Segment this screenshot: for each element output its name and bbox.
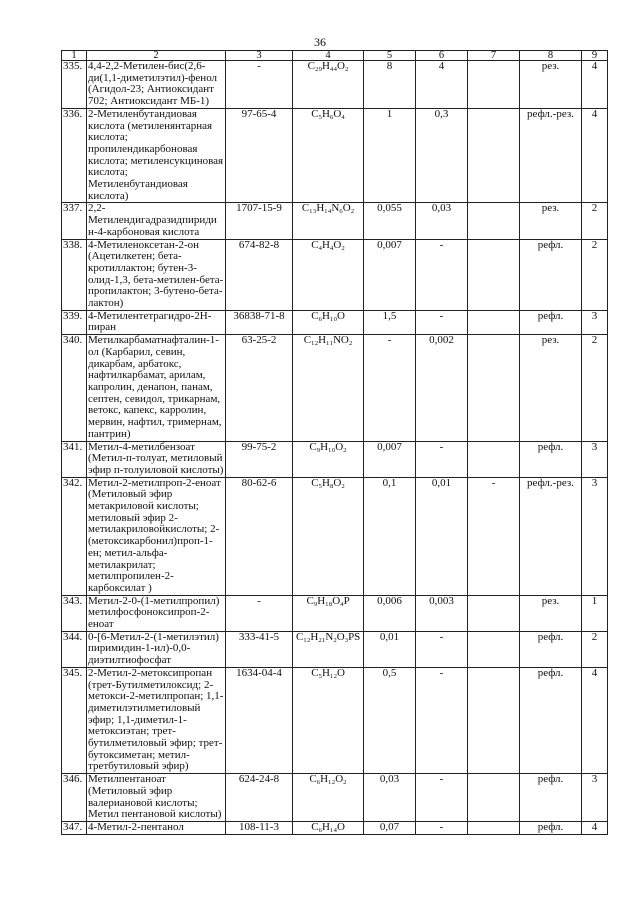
column-8-value: рефл. [520,441,582,477]
column-8-value: рефл. [520,310,582,334]
column-9-value: 4 [582,667,608,773]
column-6-value: - [416,441,468,477]
column-5-value: 0,007 [364,239,416,310]
column-9-value: 3 [582,310,608,334]
column-9-value: 2 [582,335,608,441]
substance-name: Метилкарбаматнафталин-1-ол (Карбарил, севин, дикарбам, арбатокс, нафтилкарбамат, арилам, капролин, денапон, панам, септен, севидол, трикарнам, ветокс, капекс, карролин, мервин, нафтил, тримернам, пантрин) [87,335,226,441]
column-7-value [468,310,520,334]
row-number: 344. [62,631,87,667]
substance-name: 4-Метиленоксетан-2-он (Ацетилкетен; бета-кротиллактон; бутен-3-олид-1,3, бета-метилен-бета-пропилактон; 3-бутено-бета-лактон) [87,239,226,310]
table-row [62,108,608,203]
chemical-formula: C₄H₄O₂ [293,239,364,310]
column-5-value: 0,5 [364,667,416,773]
column-9-value: 1 [582,595,608,631]
column-5-value: 0,006 [364,595,416,631]
column-6-value: 0,01 [416,477,468,595]
header-row [62,51,608,61]
column-6-value: 0,3 [416,108,468,203]
table-row [62,441,608,477]
column-6-value: - [416,239,468,310]
column-8-value: рефл. [520,774,582,822]
table-row [62,631,608,667]
column-7-value [468,774,520,822]
cas-number: 99-75-2 [226,441,293,477]
cas-number: 624-24-8 [226,774,293,822]
col-header-1: 1 [62,51,87,61]
column-6-value: - [416,774,468,822]
table-row [62,822,608,835]
substance-name: 4-Метилентетрагидро-2Н-пиран [87,310,226,334]
column-5-value: - [364,335,416,441]
col-header-3: 3 [226,51,293,61]
column-8-value: рефл. [520,631,582,667]
column-7-value [468,631,520,667]
column-8-value: рез. [520,595,582,631]
column-6-value: 0,03 [416,203,468,239]
substances-table [61,50,608,835]
column-5-value: 8 [364,61,416,109]
column-7-value [468,595,520,631]
column-9-value: 4 [582,61,608,109]
table-row [62,595,608,631]
column-5-value: 0,007 [364,441,416,477]
column-6-value: - [416,631,468,667]
substance-name: 0-[6-Метил-2-(1-метилэтил) пиримидин-1-ил)-0,0-диэтилтиофосфат [87,631,226,667]
column-6-value: 4 [416,61,468,109]
row-number: 336. [62,108,87,203]
cas-number: 36838-71-8 [226,310,293,334]
row-number: 347. [62,822,87,835]
row-number: 341. [62,441,87,477]
column-7-value [468,61,520,109]
column-6-value: - [416,310,468,334]
chemical-formula: C₆H₁₄O [293,822,364,835]
substance-name: 2,2-Метилендигадразидпириди н-4-карбоновая кислота [87,203,226,239]
col-header-5: 5 [364,51,416,61]
column-6-value: - [416,822,468,835]
table-row [62,203,608,239]
chemical-formula: C₉H₁₀O₂ [293,441,364,477]
substance-name: 4-Метил-2-пентанол [87,822,226,835]
table-row [62,310,608,334]
column-7-value [468,667,520,773]
column-5-value: 0,01 [364,631,416,667]
column-7-value [468,203,520,239]
row-number: 345. [62,667,87,773]
row-number: 342. [62,477,87,595]
row-number: 337. [62,203,87,239]
column-9-value: 2 [582,203,608,239]
page-number: 36 [314,35,326,49]
column-7-value [468,335,520,441]
column-8-value: рез. [520,203,582,239]
substance-name: 2-Метил-2-метоксипропан (трет-Бутилметилоксид; 2-метокси-2-метилпропан; 1,1-диметилэтилметиловый эфир; 1,1-диметил-1-метоксиэтан; трет-бутилметиловый эфир; трет-бутоксиметан; метил-третбутиловый эфир) [87,667,226,773]
substance-name: Метилпентаноат (Метиловый эфир валериановой кислоты; Метил пентановой кислоты) [87,774,226,822]
table-row [62,477,608,595]
row-number: 335. [62,61,87,109]
chemical-formula: C₆H₁₂O₂ [293,774,364,822]
chemical-formula: C₁₃H₁₄N₆O₂ [293,203,364,239]
col-header-8: 8 [520,51,582,61]
substance-name: 2-Метиленбутандиовая кислота (метиленянтарная кислота; пропилендикарбоновая кислота; метиленсукциновая кислота; Метиленбутандиовая кислота) [87,108,226,203]
cas-number: 333-41-5 [226,631,293,667]
cas-number: 1707-15-9 [226,203,293,239]
chemical-formula: C₁₂H₂₁N₂O₃PS [293,631,364,667]
chemical-formula: C₅H₁₂O [293,667,364,773]
table-row [62,667,608,773]
col-header-9: 9 [582,51,608,61]
col-header-4: 4 [293,51,364,61]
column-8-value: рефл. [520,239,582,310]
table-row [62,335,608,441]
table-row [62,774,608,822]
substance-name: Метил-2-метилпроп-2-еноат (Метиловый эфир метакриловой кислоты; метиловый эфир 2-метилакриловойкислоты; 2-(метоксикарбонил)проп-1-ен; метил-альфа-метилакрилат; метилпропилен-2-карбоксилат ) [87,477,226,595]
cas-number: 63-25-2 [226,335,293,441]
column-9-value: 2 [582,239,608,310]
table-body [62,61,608,835]
table-header [62,51,608,61]
substance-name: 4,4-2,2-Метилен-бис(2,6-ди(1,1-диметилэтил)-фенол (Агидол-23; Антиоксидант 702; Антиоксидант МБ-1) [87,61,226,109]
substance-name: Метил-2-0-(1-метилпропил) метилфосфоноксипроп-2-еноат [87,595,226,631]
cas-number: 1634-04-4 [226,667,293,773]
column-8-value: рез. [520,335,582,441]
chemical-formula: C₅H₈O₂ [293,477,364,595]
column-9-value: 3 [582,477,608,595]
cas-number: 108-11-3 [226,822,293,835]
table-row [62,239,608,310]
column-9-value: 4 [582,822,608,835]
column-8-value: рефл. [520,822,582,835]
cas-number: 97-65-4 [226,108,293,203]
column-5-value: 0,055 [364,203,416,239]
column-6-value: - [416,667,468,773]
table-row [62,61,608,109]
chemical-formula: C₅H₆O₄ [293,108,364,203]
row-number: 339. [62,310,87,334]
row-number: 338. [62,239,87,310]
col-header-7: 7 [468,51,520,61]
column-7-value [468,239,520,310]
column-8-value: рез. [520,61,582,109]
column-7-value: - [468,477,520,595]
cas-number: - [226,61,293,109]
column-6-value: 0,002 [416,335,468,441]
column-7-value [468,822,520,835]
row-number: 346. [62,774,87,822]
column-9-value: 3 [582,774,608,822]
column-8-value: рефл.-рез. [520,108,582,203]
col-header-2: 2 [87,51,226,61]
row-number: 343. [62,595,87,631]
chemical-formula: C₆H₁₀O [293,310,364,334]
cas-number: - [226,595,293,631]
col-header-6: 6 [416,51,468,61]
column-8-value: рефл.-рез. [520,477,582,595]
column-7-value [468,441,520,477]
substance-name: Метил-4-метилбензоат (Метил-п-толуат, метиловый эфир п-толуиловой кислоты) [87,441,226,477]
chemical-formula: C₁₂H₁₁NO₂ [293,335,364,441]
column-8-value: рефл. [520,667,582,773]
column-5-value: 1,5 [364,310,416,334]
row-number: 340. [62,335,87,441]
cas-number: 674-82-8 [226,239,293,310]
column-5-value: 1 [364,108,416,203]
column-6-value: 0,003 [416,595,468,631]
column-5-value: 0,03 [364,774,416,822]
column-9-value: 2 [582,631,608,667]
column-5-value: 0,1 [364,477,416,595]
column-9-value: 3 [582,441,608,477]
chemical-formula: C₉H₁₈O₄P [293,595,364,631]
chemical-formula: C₂₉H₄₄O₂ [293,61,364,109]
column-9-value: 4 [582,108,608,203]
column-7-value [468,108,520,203]
column-5-value: 0,07 [364,822,416,835]
cas-number: 80-62-6 [226,477,293,595]
